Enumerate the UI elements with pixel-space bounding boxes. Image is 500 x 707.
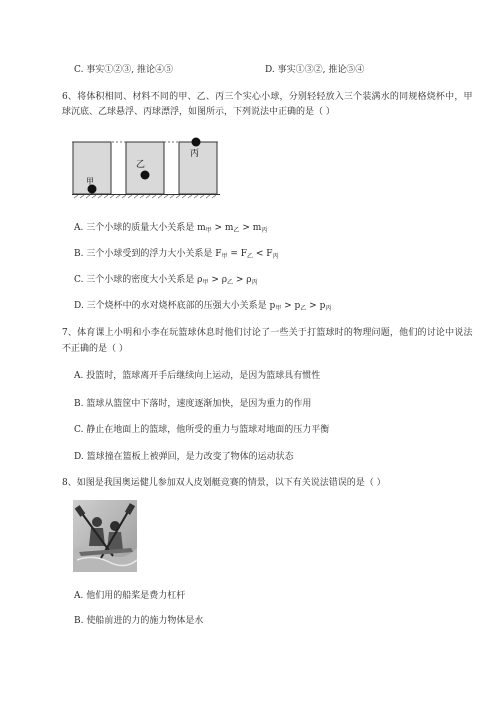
q6-option-d: D. 三个烧杯中的水对烧杯底部的压强大小关系是 $p_甲 > p_乙 > p_丙$: [74, 301, 332, 312]
ball-bing: [192, 138, 201, 147]
q6-option-a: A. 三个小球的质量大小关系是 $m_甲 > m_乙 > m_丙$: [74, 223, 268, 234]
q7-option-b: B. 篮球从篮筐中下落时，速度逐渐加快，是因为重力的作用: [74, 399, 312, 409]
q8-option-b: B. 使船前进的力的施力物体是水: [74, 616, 204, 626]
q8-stem: 8、如图是我国奥运健儿参加双人皮划艇竞赛的情景，以下有关说法错误的是（ ）: [62, 478, 386, 488]
q6-option-c: C. 三个小球的密度大小关系是 $\rho_甲 > \rho_乙 > \rho_丙$: [74, 275, 258, 286]
option-c-prev: C. 事实①②③, 推论④⑤: [74, 65, 174, 75]
option-d-prev: D. 事实①③②, 推论⑤④: [265, 65, 365, 75]
q6-option-b: B. 三个小球受到的浮力大小关系是 $F_甲 = F_乙 < F_丙$: [74, 249, 279, 260]
q6-stem-line1: 6、将体积相同、材料不同的甲、乙、丙三个实心小球，分别轻轻放入三个装满水的同规格烧杯中，甲: [62, 92, 473, 102]
q7-stem-line2: 不正确的是（ ）: [62, 344, 128, 354]
q7-option-a: A. 投篮时，篮球离开手后继续向上运动，是因为篮球具有惯性: [74, 371, 321, 381]
q6-stem-line2: 球沉底、乙球悬浮、丙球漂浮，如图所示，下列说法中正确的是（ ）: [62, 107, 335, 117]
label-bing: 丙: [190, 149, 200, 159]
ball-yi: [141, 171, 150, 180]
q7-stem-line1: 7、体育课上小明和小李在玩篮球休息时他们讨论了一些关于打篮球时的物理问题，他们的讨论中说法: [62, 328, 473, 338]
q8-option-a: A. 他们用的船桨是费力杠杆: [74, 591, 186, 601]
kayak-photo: [73, 500, 137, 572]
beakers-figure: [72, 137, 222, 199]
label-jia: 甲: [86, 177, 94, 186]
label-yi: 乙: [136, 160, 146, 170]
q7-option-c: C. 静止在地面上的篮球，他所受的重力与篮球对地面的压力平衡: [74, 425, 330, 435]
q7-option-d: D. 篮球撞在篮板上被弹回，是力改变了物体的运动状态: [74, 452, 294, 462]
